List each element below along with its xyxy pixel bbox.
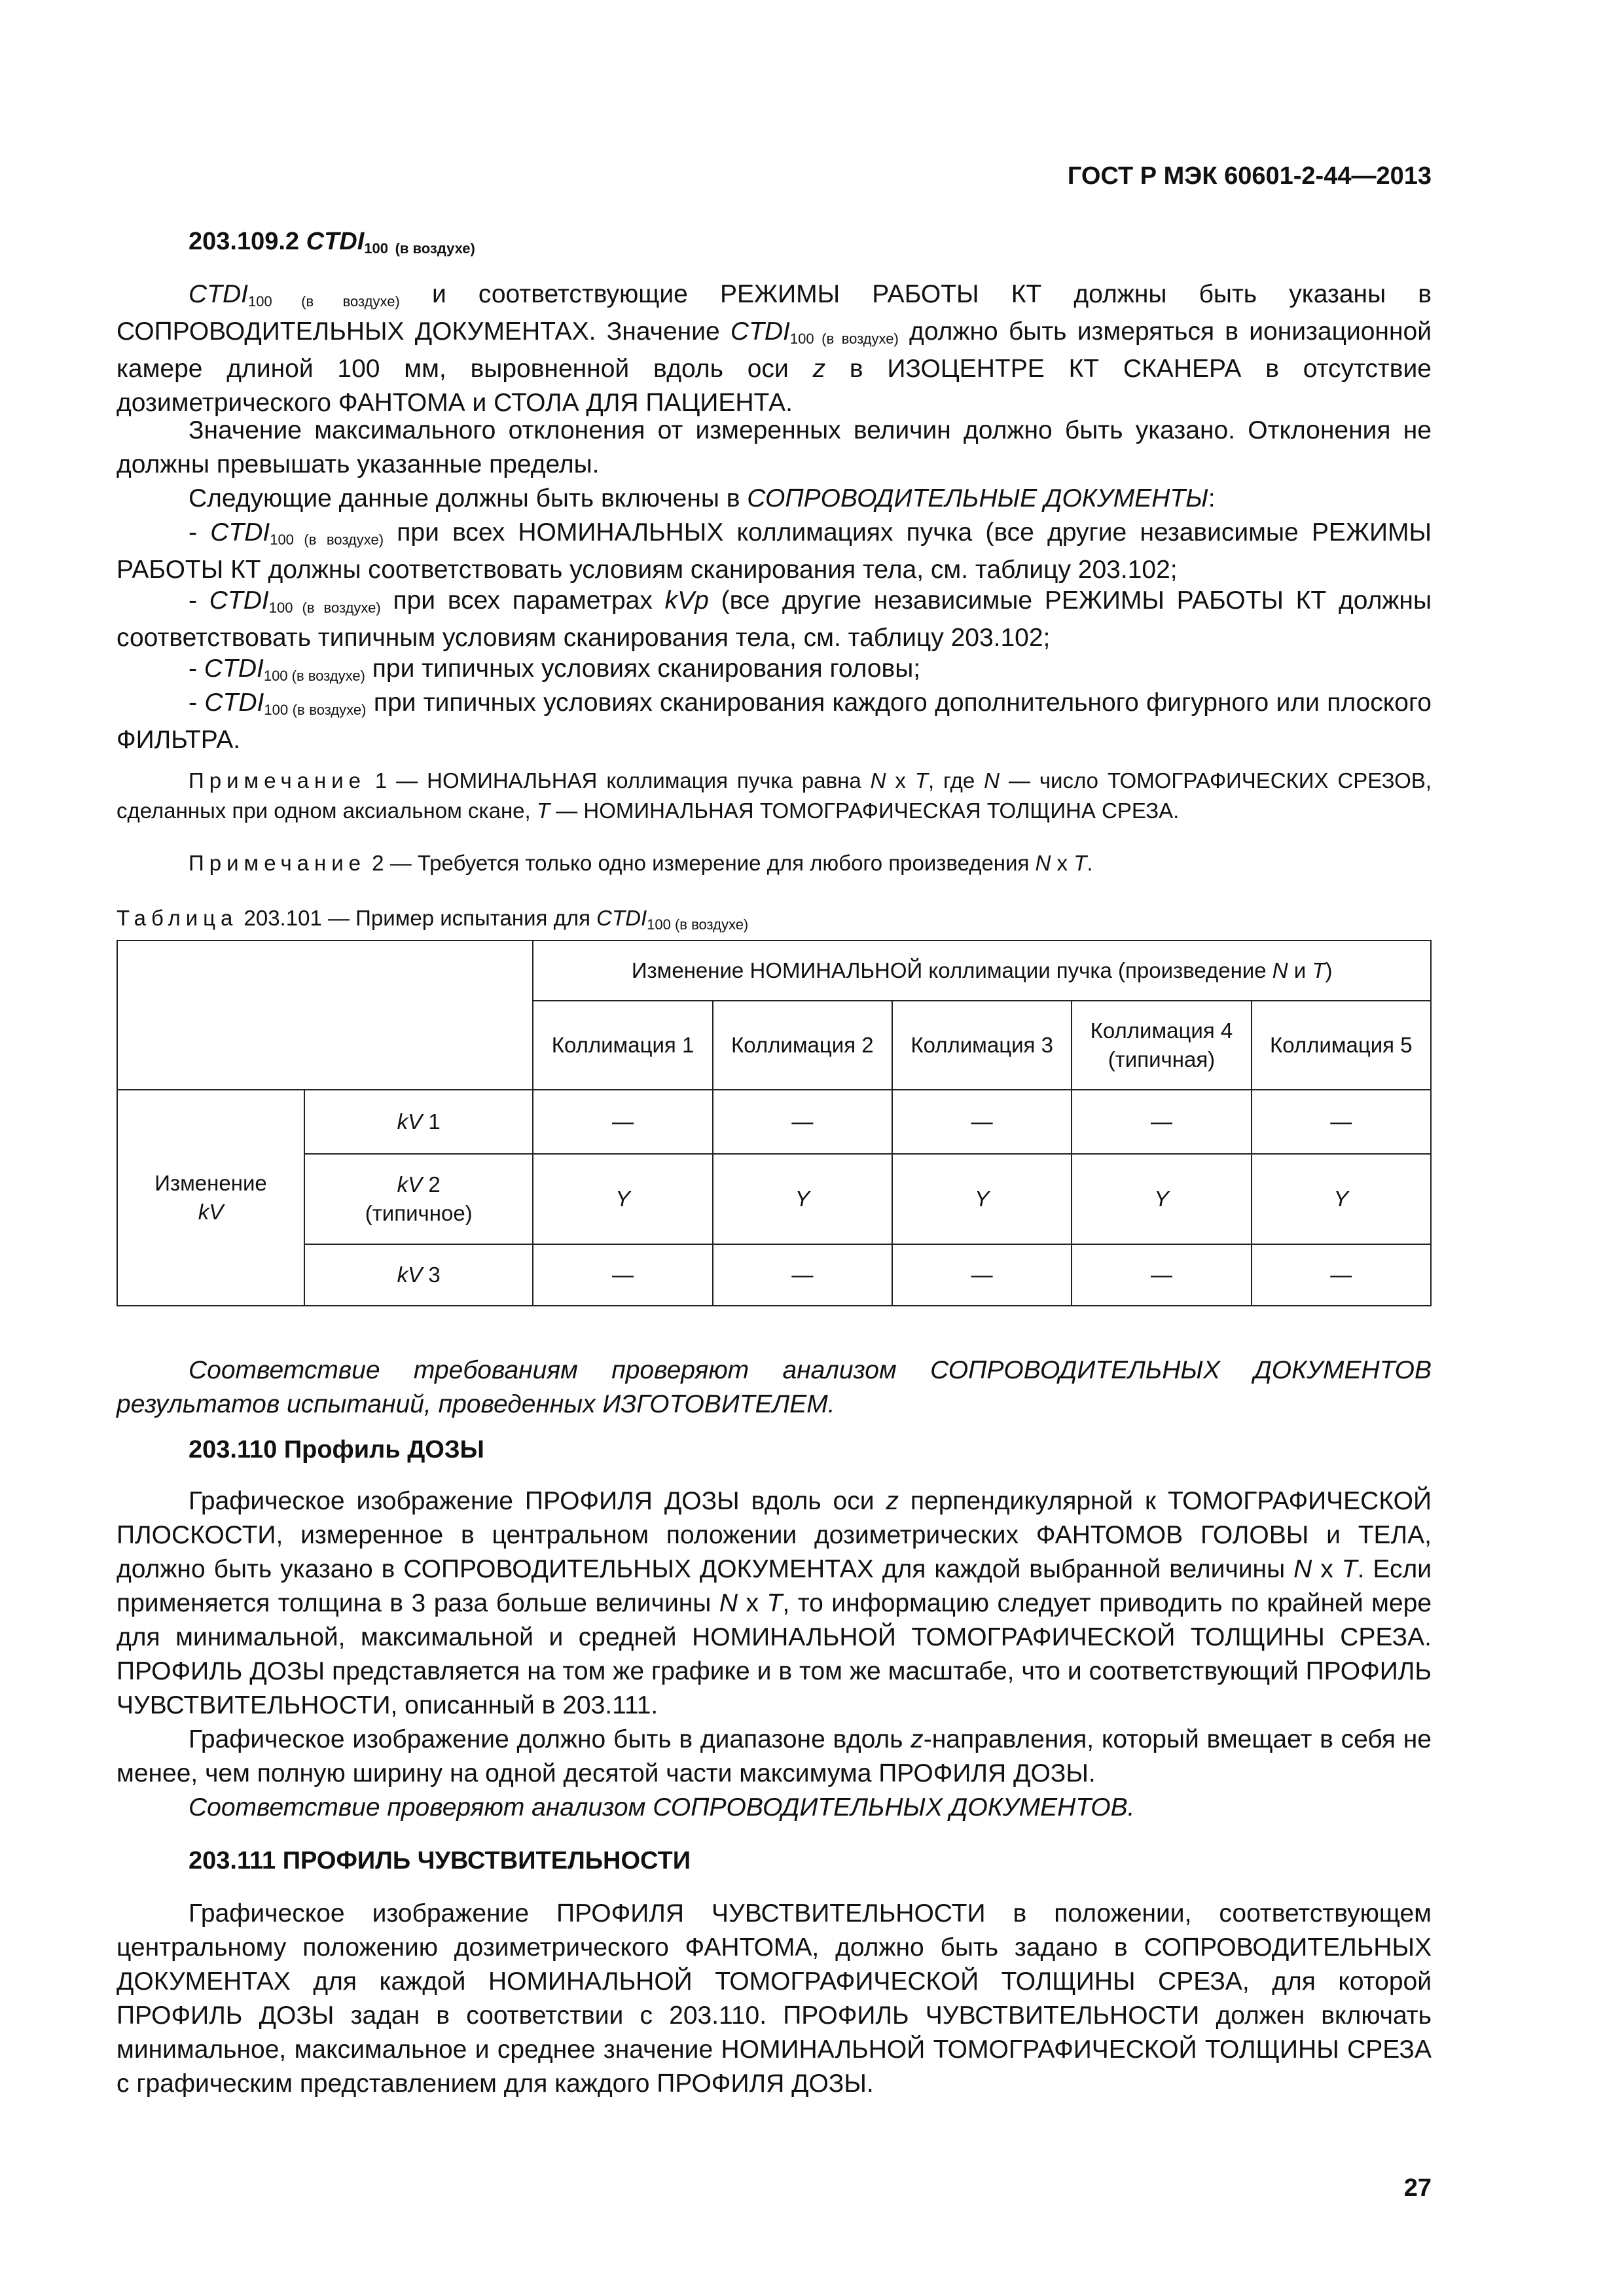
n-symbol: N [1272,958,1288,982]
note-1 [117,766,1432,826]
t-symbol: T [914,768,928,793]
times: x [1312,1555,1342,1583]
subscript: 100 (в воздухе) [270,531,384,548]
subscript: 100 (в воздухе) [263,668,365,684]
table-cell: — [892,1244,1072,1306]
text-run: , то информацию следует приводить по крайней мере для минимальной, максимальной и средней НОМИНАЛЬНОЙ ТОМОГРАФИЧЕСКОЙ ТОЛЩИНЫ СРЕЗА. ПРОФИЛЬ ДОЗЫ представляется на том же графике и в том же масштабе, что и соответствующий ПРОФИЛЬ ЧУВСТВИТЕЛЬНОСТИ, описанный в 203.111. [117,1589,1432,1719]
table-label: Таблица [117,906,238,930]
text-run: Следующие данные должны быть включены в [189,484,748,512]
ctdi-symbol: CTDI [596,906,647,930]
table-cell: — [1252,1090,1431,1154]
kv-symbol: kV [397,1172,423,1196]
subscript: 100 (в воздухе) [248,293,400,310]
row-header-kv2 [304,1154,533,1244]
table-cell: Y [533,1154,712,1244]
table-cell: — [1072,1090,1251,1154]
t-symbol: T [1341,1555,1358,1583]
ctdi-symbol: CTDI [306,228,365,255]
text-run: -направления, который вмещает в себя не менее, чем полную ширину на одной десятой части максимума ПРОФИЛЯ ДОЗЫ. [117,1725,1432,1787]
row-group-header [117,1090,304,1306]
table-cell: Y [713,1154,892,1244]
table-cell: — [533,1090,712,1154]
table-cell: — [713,1244,892,1306]
table-cell: Y [1072,1154,1251,1244]
t-symbol: T [1074,851,1087,875]
conformance-statement-1: Соответствие требованиям проверяют анализом СОПРОВОДИТЕЛЬНЫХ ДОКУМЕНТОВ результатов испытаний, проведенных ИЗГОТОВИТЕЛЕМ. [117,1356,1432,1418]
list-item-4 [117,686,1432,757]
table-top-header [533,941,1431,1001]
text-run: Коллимация 4 [1090,1018,1233,1043]
text-run: — число ТОМОГРАФИЧЕСКИХ СРЕЗОВ, сделанных при одном аксиальном скане, [117,768,1432,823]
paragraph-dose-profile [117,1484,1432,1723]
note-2 [117,848,1432,878]
document-header: ГОСТ Р МЭК 60601-2-44—2013 [1067,162,1432,190]
row-header-kv3 [304,1244,533,1306]
subscript: 100 (в воздухе) [264,702,367,718]
text-run: 203.101 — Пример испытания для [238,906,597,930]
text-run: — НОМИНАЛЬНАЯ ТОМОГРАФИЧЕСКАЯ ТОЛЩИНА СРЕЗА. [550,798,1180,823]
text-run: ) [1325,958,1333,982]
col-header-3: Коллимация 3 [892,1001,1072,1090]
table-corner-cell [117,941,533,1090]
n-symbol: N [984,768,1000,793]
table-cell: — [533,1244,712,1306]
section-heading-203-110: 203.110 Профиль ДОЗЫ [189,1436,484,1463]
paragraph-dose-range [117,1723,1432,1791]
kvp-symbol: kVp [664,586,709,615]
dash: - [189,655,204,683]
text-run: 2 [422,1172,441,1196]
ctdi-symbol: CTDI [209,586,269,615]
text-run: и соответствующие РЕЖИМЫ РАБОТЫ КТ должны быть указаны в СОПРОВОДИТЕЛЬНЫХ ДОКУМЕНТАХ. Значение [117,280,1432,346]
table-caption [117,903,1432,936]
n-symbol: N [719,1589,738,1617]
text-run: при типичных условиях сканирования головы; [365,655,921,683]
subscript: 100 (в воздухе) [268,600,381,616]
text-run: в ИЗОЦЕНТРЕ КТ СКАНЕРА в отсутствие дозиметрического ФАНТОМА и СТОЛА ДЛЯ ПАЦИЕНТА. [117,355,1432,417]
note-label: Примечание [189,851,367,875]
dash: - [189,518,211,547]
section-heading-203-111: 203.111 ПРОФИЛЬ ЧУВСТВИТЕЛЬНОСТИ [189,1847,691,1874]
z-symbol: z [911,1725,924,1753]
text-run: . Если применяется толщина в 3 раза больше величины [117,1555,1432,1617]
ctdi-symbol: CTDI [204,655,264,683]
col-header-4 [1072,1001,1251,1090]
subscript-100: 100 [364,240,388,257]
text-run: Графическое изображение должно быть в диапазоне вдоль [189,1725,911,1753]
times: x [886,768,915,793]
list-item-3 [117,652,1432,689]
kv-symbol: kV [198,1200,224,1224]
text-run: , где [928,768,984,793]
t-symbol: T [767,1589,783,1617]
text-run: (все другие независимые РЕЖИМЫ РАБОТЫ КТ должны соответствовать типичным условиям сканирования тела, см. таблицу 203.102; [117,586,1432,652]
text-run: Изменение [154,1171,267,1195]
table-cell: — [713,1090,892,1154]
period: . [1087,851,1093,875]
ctdi-symbol: CTDI [204,689,264,717]
subscript-air: (в воздухе) [395,240,475,257]
colon: : [1208,484,1216,512]
t-symbol: T [536,798,550,823]
kv-symbol: kV [397,1263,423,1287]
ctdi-symbol: CTDI [189,280,248,308]
z-symbol: z [886,1487,899,1515]
row-header-kv1 [304,1090,533,1154]
col-header-5: Коллимация 5 [1252,1001,1431,1090]
n-symbol: N [1293,1555,1312,1583]
table-cell: — [1252,1244,1431,1306]
text-run: перпендикулярной к ТОМОГРАФИЧЕСКОЙ ПЛОСКОСТИ, измеренное в центральном положении дозиметрических ФАНТОМОВ ГОЛОВЫ и ТЕЛА, должно быть указано в СОПРОВОДИТЕЛЬНЫХ ДОКУМЕНТАХ для каждой выбранной величины [117,1487,1432,1583]
dash: - [189,689,205,717]
times: x [738,1589,767,1617]
text-run: 1 — НОМИНАЛЬНАЯ коллимация пучка равна [366,768,871,793]
text-run: (типичная) [1108,1047,1216,1071]
text-run: (типичное) [365,1201,473,1225]
text-run: при типичных условиях сканирования каждого дополнительного фигурного или плоского ФИЛЬТРА. [117,689,1432,754]
text-run: и [1288,958,1312,982]
col-header-2: Коллимация 2 [713,1001,892,1090]
n-symbol: N [870,768,886,793]
note-label: Примечание [189,768,367,793]
paragraph-ctdi-requirements [117,278,1432,420]
paragraph-data-list-intro [117,482,1432,516]
list-item-2 [117,584,1432,655]
dash: - [189,586,209,615]
ctdi-symbol: CTDI [210,518,270,547]
times: x [1051,851,1074,875]
ctdi-symbol: CTDI [730,317,790,346]
text-run: 1 [422,1109,441,1134]
text-run: 3 [422,1263,441,1287]
page-number: 27 [1403,2174,1432,2202]
text-run: Графическое изображение ПРОФИЛЯ ДОЗЫ вдоль оси [189,1487,886,1515]
subscript: 100 (в воздухе) [789,331,899,347]
text-run: при всех параметрах [380,586,665,615]
table-cell: Y [892,1154,1072,1244]
z-symbol: z [812,355,826,383]
section-number: 203.109.2 [189,228,300,255]
paragraph-deviation: Значение максимального отклонения от измеренных величин должно быть указано. Отклонения не должны превышать указанные пределы. [117,416,1432,478]
text-run: Изменение НОМИНАЛЬНОЙ коллимации пучка (произведение [631,958,1272,982]
paragraph-sensitivity-profile: Графическое изображение ПРОФИЛЯ ЧУВСТВИТЕЛЬНОСТИ в положении, соответствующем центральному положению дозиметрического ФАНТОМА, должно быть задано в СОПРОВОДИТЕЛЬНЫХ ДОКУМЕНТАХ для каждой НОМИНАЛЬНОЙ ТОМОГРАФИЧЕСКОЙ ТОЛЩИНЫ СРЕЗА, для которой ПРОФИЛЬ ДОЗЫ задан в соответствии с 203.110. ПРОФИЛЬ ЧУВСТВИТЕЛЬНОСТИ должен включать минимальное, максимальное и среднее значение НОМИНАЛЬНОЙ ТОМОГРАФИЧЕСКОЙ ТОЛЩИНЫ СРЕЗА с графическим представлением для каждого ПРОФИЛЯ ДОЗЫ. [117,1899,1432,2098]
text-run: при всех НОМИНАЛЬНЫХ коллимациях пучка (все другие независимые РЕЖИМЫ РАБОТЫ КТ должны соответствовать условиям сканирования тела, см. таблицу 203.102; [117,518,1432,584]
subscript: 100 (в воздухе) [647,916,749,933]
text-run: должно быть измеряться в ионизационной камере длиной 100 мм, выровненной вдоль оси [117,317,1432,383]
table-cell: — [1072,1244,1251,1306]
t-symbol: T [1312,958,1326,982]
text-run: 2 — Требуется только одно измерение для любого произведения [366,851,1036,875]
kv-symbol: kV [397,1109,423,1134]
section-heading-203-109-2 [189,228,475,256]
n-symbol: N [1035,851,1051,875]
table-203-101 [117,940,1432,1306]
conformance-statement-2: Соответствие проверяют анализом СОПРОВОДИТЕЛЬНЫХ ДОКУМЕНТОВ. [189,1793,1135,1821]
table-cell: Y [1252,1154,1431,1244]
table-cell: — [892,1090,1072,1154]
list-item-1 [117,516,1432,587]
doc-term: СОПРОВОДИТЕЛЬНЫЕ ДОКУМЕНТЫ [747,484,1208,512]
col-header-1: Коллимация 1 [533,1001,712,1090]
